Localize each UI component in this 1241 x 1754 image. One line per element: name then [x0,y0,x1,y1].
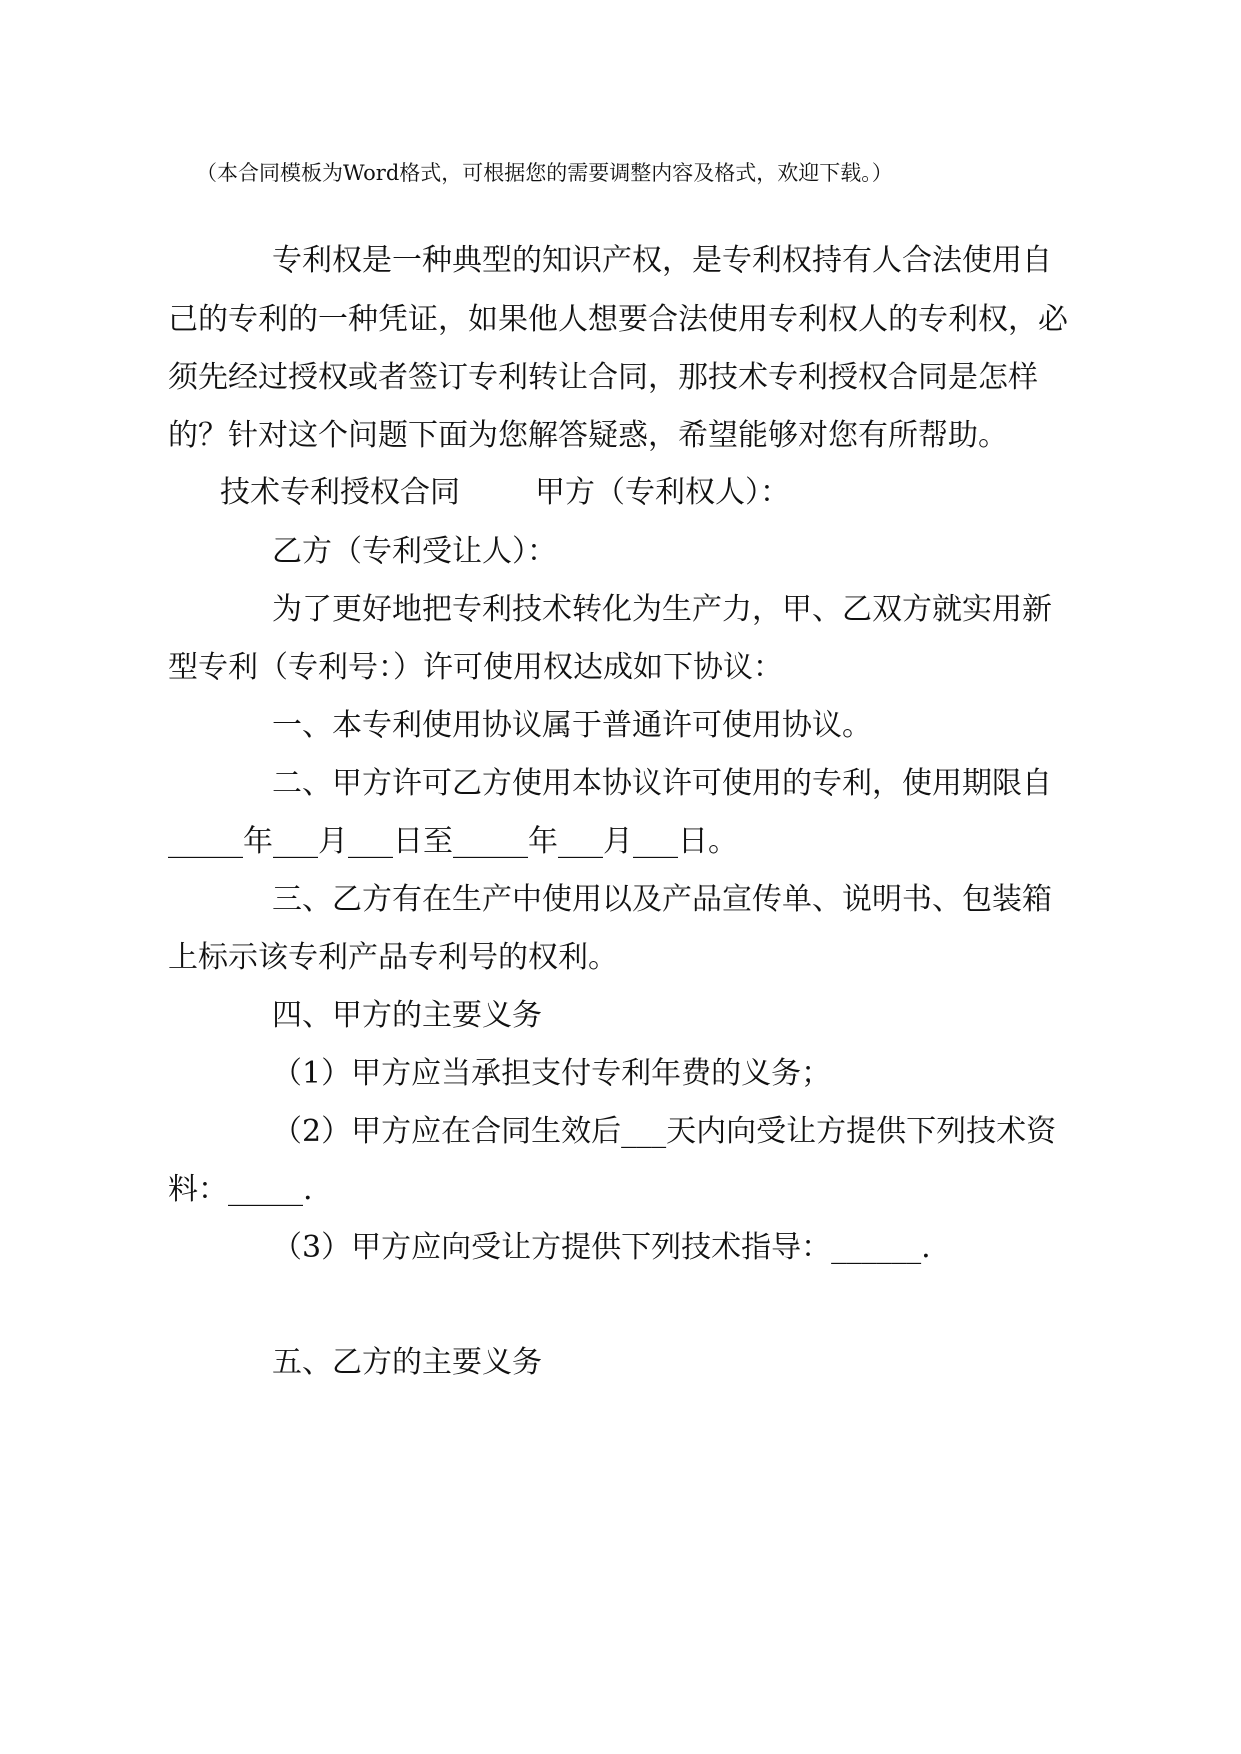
intro-line-2: 己的专利的一种凭证，如果他人想要合法使用专利权人的专利权，必 [168,302,1068,337]
preamble-line-2: 型专利（专利号：）许可使用权达成如下协议： [168,650,783,685]
contract-title: 技术专利授权合同 [220,475,460,510]
clause-2-line-2: _____年___月___日至_____年___月___日。 [168,824,738,859]
clause-4-item-1: （1）甲方应当承担支付专利年费的义务； [272,1056,832,1091]
party-a-label: 甲方（专利权人）： [535,475,790,510]
clause-3-line-2: 上标示该专利产品专利号的权利。 [168,940,618,975]
intro-line-3: 须先经过授权或者签订专利转让合同，那技术专利授权合同是怎样 [168,360,1038,395]
party-b-label: 乙方（专利受让人）： [272,534,557,569]
template-note: （本合同模板为Word格式，可根据您的需要调整内容及格式，欢迎下载。） [196,161,893,185]
preamble-line-1: 为了更好地把专利技术转化为生产力，甲、乙双方就实用新 [272,592,1052,627]
intro-line-4: 的？针对这个问题下面为您解答疑惑，希望能够对您有所帮助。 [168,418,1008,453]
clause-4-item-2-line-1: （2）甲方应在合同生效后___天内向受让方提供下列技术资 [272,1114,1057,1149]
clause-1: 一、本专利使用协议属于普通许可使用协议。 [272,708,872,743]
intro-line-1: 专利权是一种典型的知识产权，是专利权持有人合法使用自 [272,243,1052,278]
clause-4-item-3: （3）甲方应向受让方提供下列技术指导：______. [272,1230,931,1265]
clause-3-line-1: 三、乙方有在生产中使用以及产品宣传单、说明书、包装箱 [272,882,1052,917]
clause-5-heading: 五、乙方的主要义务 [272,1345,542,1380]
clause-2-line-1: 二、甲方许可乙方使用本协议许可使用的专利，使用期限自 [272,766,1052,801]
clause-4-item-2-line-2: 料：_____. [168,1172,313,1207]
clause-4-heading: 四、甲方的主要义务 [272,998,542,1033]
